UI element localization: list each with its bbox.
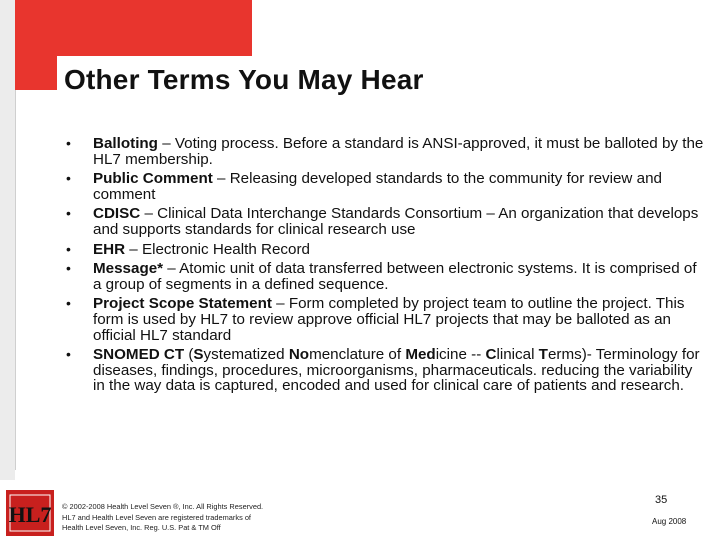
bullet-icon: • [66, 240, 71, 257]
term-definition: ( [184, 346, 194, 364]
bullet-icon: • [66, 295, 71, 312]
term-name: C [485, 346, 497, 364]
bullet-icon: • [66, 260, 71, 277]
term-name: Project Scope Statement [93, 295, 272, 313]
term-definition: menclature of [309, 346, 406, 364]
svg-text:HL7: HL7 [8, 502, 52, 527]
bullet-icon: • [66, 205, 71, 222]
copyright-line: © 2002-2008 Health Level Seven ®, Inc. All Rights Reserved. [62, 502, 264, 511]
bullet-icon: • [66, 135, 71, 151]
term-list-container [62, 136, 707, 398]
term-name: SNOMED CT [93, 346, 185, 364]
term-name: Public Comment [93, 170, 213, 188]
slide-title: Other Terms You May Hear [64, 64, 424, 95]
slide-date: Aug 2008 [652, 517, 687, 526]
copyright-line: HL7 and Health Level Seven are registered trademarks of [62, 512, 251, 522]
term-name: Message* [93, 260, 164, 278]
term-definition: erms)- Terminology for diseases, findings, procedures, microorganisms, pharmaceuticals. reducing the variability in the way data is captured, encoded and used for clinical care of patients and research. [93, 346, 700, 395]
term-item [62, 206, 707, 237]
term-definition: – Form completed by project team to outline the project. This form is used by HL7 to review approve official HL7 projects that may be balloted as an official HL7 standard [93, 295, 685, 344]
term-definition: linical [496, 346, 539, 364]
term-name: Med [405, 346, 436, 364]
copyright-notice [62, 502, 263, 534]
term-list [62, 136, 707, 394]
term-item [62, 261, 707, 292]
page-number: 35 [655, 494, 668, 506]
bullet-icon: • [66, 346, 71, 363]
term-name: No [288, 346, 310, 364]
copyright-line: Health Level Seven, Inc. Reg. U.S. Pat & TM Off [62, 523, 221, 532]
term-definition: – Releasing developed standards to the community for review and comment [93, 170, 662, 203]
term-item [62, 347, 707, 394]
bullet-icon: • [66, 170, 71, 187]
term-definition: ystematized [203, 346, 289, 364]
term-name: EHR [93, 240, 126, 258]
term-definition: icine -- [435, 346, 486, 364]
term-definition: – Electronic Health Record [125, 240, 310, 258]
side-gray-bar [0, 0, 15, 480]
term-item [62, 296, 707, 343]
term-name: Balloting [93, 135, 158, 152]
side-divider [15, 90, 16, 470]
term-item [62, 136, 707, 167]
term-item [62, 171, 707, 202]
hl7-logo-mark [6, 490, 54, 536]
term-definition: – Voting process. Before a standard is ANSI-approved, it must be balloted by the HL7 membership. [93, 135, 704, 168]
term-item [62, 242, 707, 258]
term-name: CDISC [93, 205, 141, 223]
hl7-logo [6, 490, 54, 536]
term-name: T [538, 346, 548, 364]
term-definition: – Clinical Data Interchange Standards Consortium – An organization that develops and supports standards for clinical research use [93, 205, 699, 238]
term-definition: – Atomic unit of data transferred between electronic systems. It is comprised of a group of segments in a defined sequence. [93, 260, 697, 293]
term-name: S [193, 346, 204, 364]
